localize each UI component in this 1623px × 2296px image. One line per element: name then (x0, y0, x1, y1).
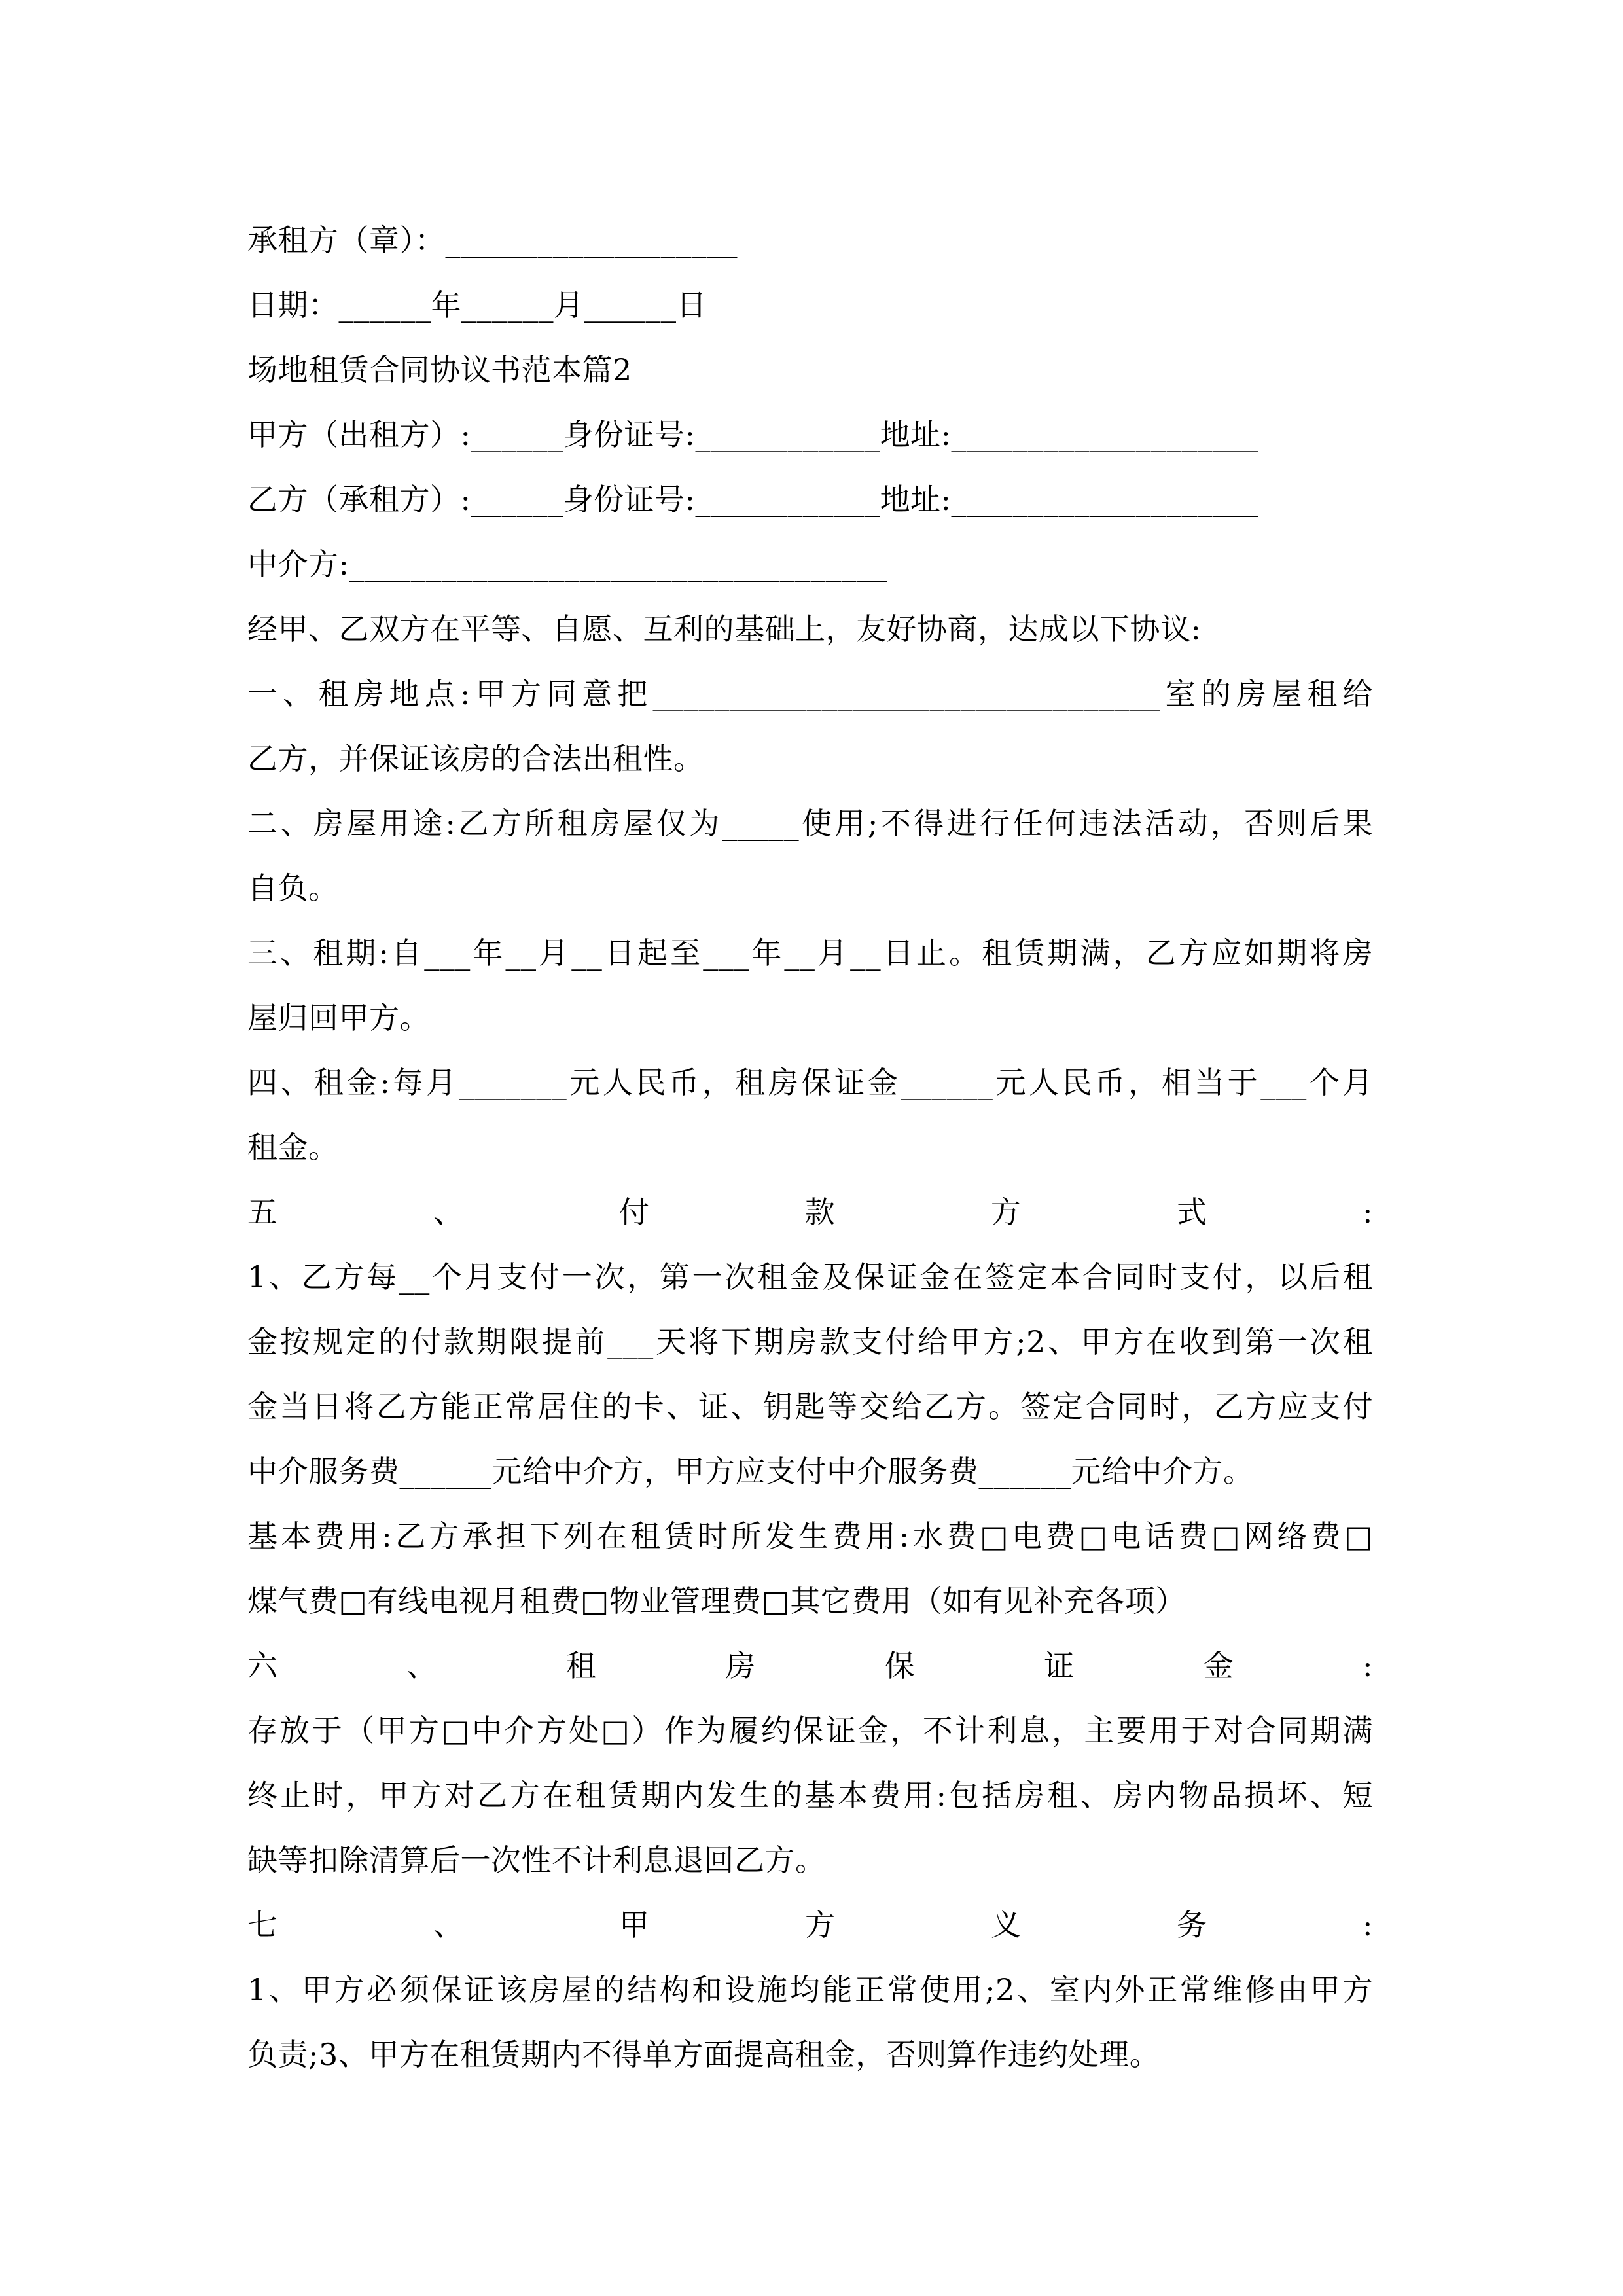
clause-rental-location (247, 662, 1373, 791)
paragraph-line: 二、房屋用途:乙方所租房屋仅为_____使用;不得进行任何违法活动，否则后果 (247, 806, 1373, 841)
agent-line: 中介方:___________________________________ (247, 547, 887, 582)
paragraph-line: 一、租房地点:甲方同意把_________________________________室的房屋租给 (247, 676, 1373, 711)
paragraph-line: 五、付款方式: (247, 1194, 1373, 1230)
clause-rent (247, 1050, 1373, 1180)
paragraph-line: 基本费用:乙方承担下列在租赁时所发生费用:水费□电费□电话费□网络费□ (247, 1518, 1373, 1554)
paragraph-line: 1、甲方必须保证该房屋的结构和设施均能正常使用;2、室内外正常维修由甲方 (247, 1972, 1373, 2007)
paragraph-line: 终止时，甲方对乙方在租赁期内发生的基本费用:包括房租、房内物品损坏、短 (247, 1778, 1373, 1813)
clause-payment-body (247, 1245, 1373, 1504)
paragraph-line: 1、乙方每__个月支付一次，第一次租金及保证金在签定本合同时支付，以后租 (247, 1259, 1373, 1295)
clause-basic-fees (247, 1504, 1373, 1634)
clause-payment-heading (247, 1180, 1373, 1245)
paragraph-line: 缺等扣除清算后一次性不计利息退回乙方。 (247, 1842, 826, 1878)
paragraph-line: 乙方，并保证该房的合法出租性。 (247, 741, 704, 776)
paragraph-line: 四、租金:每月_______元人民币，租房保证金______元人民币，相当于___个月 (247, 1065, 1373, 1100)
party-a-line: 甲方（出租方）:______身份证号:____________地址:____________________ (247, 417, 1259, 452)
paragraph-line: 七、甲方义务: (247, 1907, 1373, 1943)
clause-lessor-duties-heading (247, 1893, 1373, 1958)
section-title: 场地租赁合同协议书范本篇2 (247, 352, 632, 387)
paragraph-line: 屋归回甲方。 (247, 1000, 430, 1035)
paragraph-line: 负责;3、甲方在租赁期内不得单方面提高租金，否则算作违约处理。 (247, 2037, 1160, 2072)
paragraph-line: 中介服务费______元给中介方，甲方应支付中介服务费______元给中介方。 (247, 1454, 1254, 1489)
clause-lessor-duties-body (247, 1958, 1373, 2087)
lessee-seal-line: 承租方（章）：___________________ (247, 223, 738, 258)
clause-deposit-heading (247, 1634, 1373, 1698)
paragraph-line: 煤气费□有线电视月租费□物业管理费□其它费用（如有见补充各项） (247, 1583, 1186, 1619)
clause-house-use (247, 791, 1373, 921)
paragraph-line: 租金。 (247, 1130, 339, 1165)
document-body (247, 208, 1373, 2087)
paragraph-line: 六、租房保证金: (247, 1648, 1373, 1683)
clause-deposit-body (247, 1698, 1373, 1893)
preamble-line: 经甲、乙双方在平等、自愿、互利的基础上，友好协商，达成以下协议: (247, 611, 1202, 647)
paragraph-line: 三、租期:自___年__月__日起至___年__月__日止。租赁期满，乙方应如期将房 (247, 935, 1373, 971)
paragraph-line: 金当日将乙方能正常居住的卡、证、钥匙等交给乙方。签定合同时，乙方应支付 (247, 1389, 1373, 1424)
date-line: 日期：______年______月______日 (247, 287, 707, 323)
clause-lease-term (247, 921, 1373, 1050)
paragraph-line: 存放于（甲方□中介方处□）作为履约保证金，不计利息，主要用于对合同期满 (247, 1713, 1373, 1748)
party-b-line: 乙方（承租方）:______身份证号:____________地址:____________________ (247, 482, 1259, 517)
paragraph-line: 金按规定的付款期限提前___天将下期房款支付给甲方;2、甲方在收到第一次租 (247, 1324, 1373, 1359)
paragraph-line: 自负。 (247, 870, 339, 906)
